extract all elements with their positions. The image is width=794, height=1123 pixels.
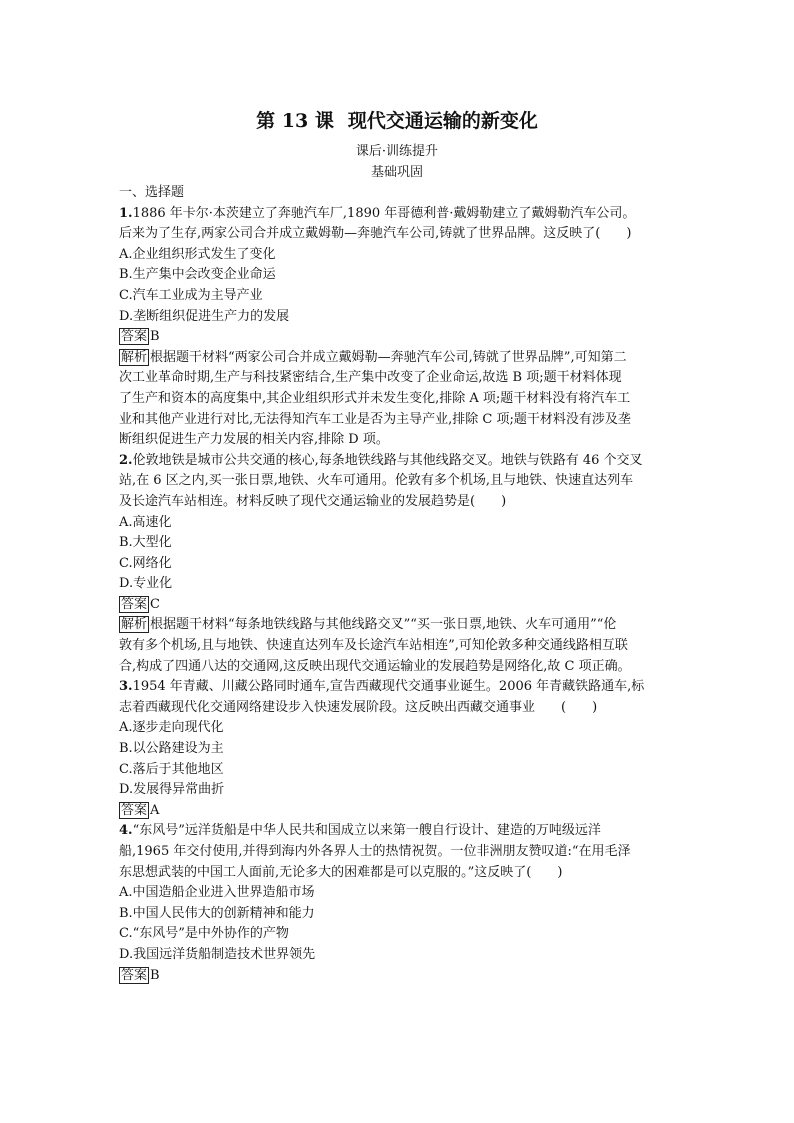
question-stem-line: 4.“东风号”远洋货船是中华人民共和国成立以来第一艘自行设计、建造的万吨级远洋 — [119, 823, 601, 839]
lesson-number: 第 13 课 — [256, 110, 334, 132]
answer-tag: 答案 — [121, 802, 148, 818]
answer-value: C — [150, 596, 160, 612]
question-stem-line: 船,1965 年交付使用,并得到海内外各界人士的热情祝贺。一位非洲朋友赞叹道:“在用毛泽 — [119, 844, 631, 859]
option-b: B.以公路建设为主 — [119, 741, 224, 757]
question-stem-line: 1.1886 年卡尔·本茨建立了奔驰汽车厂,1890 年哥德利普·戴姆勒建立了戴姆勒汽车公司。 — [119, 205, 636, 221]
option-a: A.中国造船企业进入世界造船市场 — [119, 885, 315, 901]
analysis-line: 敦有多个机场,且与地铁、快速直达列车及长途汽车站相连”,可知伦敦多种交通线路相互联 — [119, 638, 628, 654]
answer-tag: 答案 — [121, 967, 148, 983]
question-3 — [119, 677, 689, 821]
part-heading: 一、选择题 — [119, 185, 185, 200]
analysis-line: 解析 根据题干材料“每条地铁线路与其他线路交叉”“买一张日票,地铁、火车可通用”“伦 — [121, 617, 617, 633]
analysis-line: 业和其他产业进行对比,无法得知汽车工业是否为主导产业,排除 C 项;题干材料没有涉及垄 — [119, 411, 631, 427]
analysis-tag: 解析 — [121, 349, 148, 365]
question-1 — [119, 204, 689, 451]
option-d: D.垄断组织促进生产力的发展 — [119, 308, 290, 324]
analysis-line: 次工业革命时期,生产与科技紧密结合,生产集中改变了企业命运,故选 B 项;题干材料体现 — [119, 370, 622, 386]
question-stem-line: 站,在 6 区之内,买一张日票,地铁、火车可通用。伦敦有多个机场,且与地铁、快速直达列车 — [119, 473, 634, 489]
subtitle: 课后·训练提升 — [355, 144, 439, 159]
lesson-title — [0, 106, 794, 133]
question-stem-line: 3.1954 年青藏、川藏公路同时通车,宣告西藏现代交通事业诞生。2006 年青藏铁路通车,标 — [119, 679, 645, 695]
lesson-name: 现代交通运输的新变化 — [347, 110, 538, 132]
answer-tag: 答案 — [121, 329, 148, 345]
option-d: D.专业化 — [119, 576, 173, 592]
question-number: 3. — [119, 679, 133, 695]
answer-value: B — [150, 329, 160, 345]
question-stem-line: 2.伦敦地铁是城市公共交通的核心,每条地铁线路与其他线路交叉。地铁与铁路有 46 个交叉 — [119, 452, 643, 468]
option-c: C.网络化 — [119, 555, 172, 571]
answer-line — [119, 801, 689, 822]
analysis-line: 了生产和资本的高度集中,其企业组织形式并未发生变化,排除 A 项;题干材料没有将汽车工 — [119, 390, 631, 406]
answer-value: A — [150, 802, 160, 818]
question-stem-line: 东思想武装的中国工人面前,无论多大的困难都是可以克服的。”这反映了( ) — [119, 864, 563, 880]
question-number: 4. — [119, 823, 133, 839]
option-c: C.落后于其他地区 — [119, 761, 224, 777]
analysis-line: 解析 根据题干材料“两家公司合并成立戴姆勒—奔驰汽车公司,铸就了世界品牌”,可知第二 — [121, 349, 627, 365]
section-heading: 基础巩固 — [370, 165, 423, 180]
answer-line — [119, 595, 689, 616]
answer-line — [119, 327, 689, 348]
option-a: A.高速化 — [119, 514, 172, 530]
answer-value: B — [150, 967, 160, 983]
option-b: B.中国人民伟大的创新精神和能力 — [119, 905, 315, 921]
question-4 — [119, 821, 689, 986]
analysis-line: 断组织促进生产力发展的相关内容,排除 D 项。 — [119, 432, 389, 448]
question-stem-line: 志着西藏现代化交通网络建设步入快速发展阶段。这反映出西藏交通事业 ( ) — [119, 699, 598, 715]
question-stem-line: 及长途汽车站相连。材料反映了现代交通运输业的发展趋势是( ) — [119, 493, 507, 509]
option-a: A.逐步走向现代化 — [119, 720, 224, 736]
option-d: D.发展得异常曲折 — [119, 782, 225, 798]
answer-line — [119, 966, 689, 987]
option-c: C.“东风号”是中外协作的产物 — [119, 926, 289, 942]
analysis-tag: 解析 — [121, 617, 148, 633]
option-d: D.我国远洋货船制造技术世界领先 — [119, 946, 316, 962]
answer-tag: 答案 — [121, 596, 148, 612]
question-content — [119, 183, 689, 986]
question-number: 2. — [119, 452, 133, 468]
option-a: A.企业组织形式发生了变化 — [119, 246, 276, 262]
analysis-line: 合,构成了四通八达的交通网,这反映出现代交通运输业的发展趋势是网络化,故 C 项正确。 — [119, 658, 631, 674]
question-number: 1. — [119, 205, 133, 221]
option-b: B.生产集中会改变企业命运 — [119, 267, 276, 283]
option-b: B.大型化 — [119, 535, 172, 551]
option-c: C.汽车工业成为主导产业 — [119, 287, 263, 303]
question-stem-line: 后来为了生存,两家公司合并成立戴姆勒—奔驰汽车公司,铸就了世界品牌。这反映了( ) — [119, 226, 632, 242]
question-2 — [119, 451, 689, 678]
